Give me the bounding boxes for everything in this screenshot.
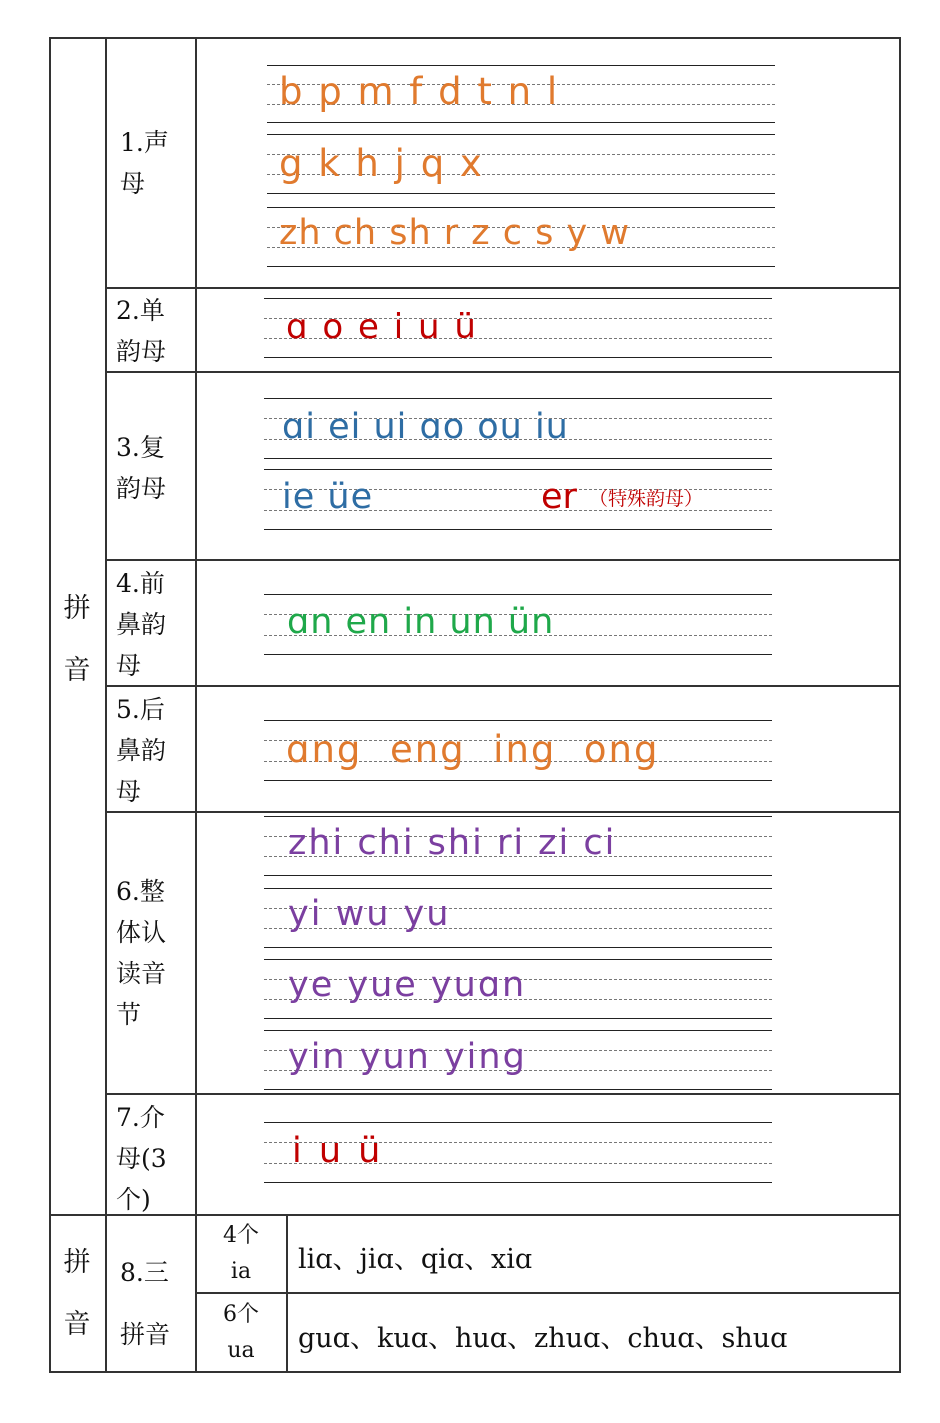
writing-guide-line (267, 134, 775, 135)
category-pinyin-bottom: 拼 音 (63, 1247, 91, 1340)
table-border-top (49, 37, 901, 39)
row-divider-5 (105, 811, 900, 813)
writing-guide-line (264, 947, 772, 948)
row-divider-3 (105, 559, 900, 561)
section-title-medials: 7.介 母(3 个) (116, 1103, 167, 1214)
section-title-initials: 1.声 母 (120, 128, 169, 198)
table-border-left (49, 37, 51, 1373)
writing-guide-line (264, 875, 772, 876)
section-title-compound-finals: 3.复 韵母 (116, 433, 167, 503)
writing-guide-line (264, 1018, 772, 1019)
writing-guide-line (264, 594, 772, 595)
writing-guide-line (267, 65, 775, 66)
writing-guide-line (264, 298, 772, 299)
writing-guide-line (264, 654, 772, 655)
pinyin-row-whole-syllables-4: yin yun ying (288, 1037, 527, 1077)
writing-guide-line (264, 469, 772, 470)
section-title-simple-finals: 2.单 韵母 (116, 296, 167, 366)
pinyin-row-back-nasal: ɑng eng ing ong (286, 728, 660, 771)
writing-guide-line (264, 529, 772, 530)
triphthong-count-ua: 6个 ua (223, 1302, 259, 1363)
writing-guide-line (267, 266, 775, 267)
writing-guide-line (264, 458, 772, 459)
pinyin-row-simple-finals: ɑ o e i u ü (286, 307, 478, 347)
section-title-triphthong-syllables: 8.三 拼音 (120, 1258, 171, 1349)
writing-guide-line (264, 780, 772, 781)
triphthong-list-ia: liɑ、jiɑ、qiɑ、xiɑ (298, 1244, 533, 1275)
table-border-right (899, 37, 901, 1373)
triphthong-list-ua: guɑ、kuɑ、huɑ、zhuɑ、chuɑ、shuɑ (298, 1323, 788, 1354)
writing-guide-line (264, 357, 772, 358)
writing-guide-line (264, 1122, 772, 1123)
writing-guide-line (264, 1182, 772, 1183)
pinyin-row-compound-finals-1: ɑi ei ui ɑo ou iu (282, 407, 569, 447)
writing-guide-line (264, 1030, 772, 1031)
pinyin-row-whole-syllables-1: zhi chi shi ri zi ci (288, 823, 617, 863)
pinyin-row-initials-3: zh ch sh r z c s y w (279, 213, 630, 253)
pinyin-special-final: er (541, 477, 577, 517)
table-border-bottom (49, 1371, 901, 1373)
row-divider-6 (105, 1093, 900, 1095)
row-divider-1 (105, 287, 900, 289)
section-title-back-nasal: 5.后 鼻韵 母 (116, 695, 167, 806)
section-title-front-nasal: 4.前 鼻韵 母 (116, 569, 167, 680)
row-divider-4 (105, 685, 900, 687)
column-divider-1 (105, 37, 107, 1373)
writing-guide-line (264, 816, 772, 817)
writing-guide-line (264, 1089, 772, 1090)
section-title-whole-syllables: 6.整 体认 读音 节 (116, 877, 167, 1029)
writing-guide-line (267, 193, 775, 194)
pinyin-row-whole-syllables-3: ye yue yuɑn (288, 965, 527, 1005)
writing-guide-line (264, 398, 772, 399)
writing-guide-line (264, 959, 772, 960)
writing-guide-line (267, 122, 775, 123)
pinyin-row-front-nasal: ɑn en in un ün (287, 602, 555, 642)
row-divider-8 (195, 1292, 900, 1294)
triphthong-count-ia: 4个 ia (223, 1223, 259, 1284)
pinyin-row-medials: i u ü (292, 1131, 384, 1171)
writing-guide-line (267, 207, 775, 208)
writing-guide-line (264, 888, 772, 889)
pinyin-row-whole-syllables-2: yi wu yu (288, 894, 451, 934)
pinyin-row-initials-2: g k h j q x (279, 142, 484, 185)
row-divider-2 (105, 371, 900, 373)
pinyin-row-compound-finals-2: ie üe (282, 477, 374, 517)
pinyin-row-initials-1: b p m f d t n l (279, 70, 560, 113)
writing-guide-line (264, 720, 772, 721)
special-final-note: （特殊韵母） (589, 488, 704, 510)
column-divider-2 (195, 37, 197, 1373)
category-pinyin: 拼 音 (63, 593, 91, 686)
